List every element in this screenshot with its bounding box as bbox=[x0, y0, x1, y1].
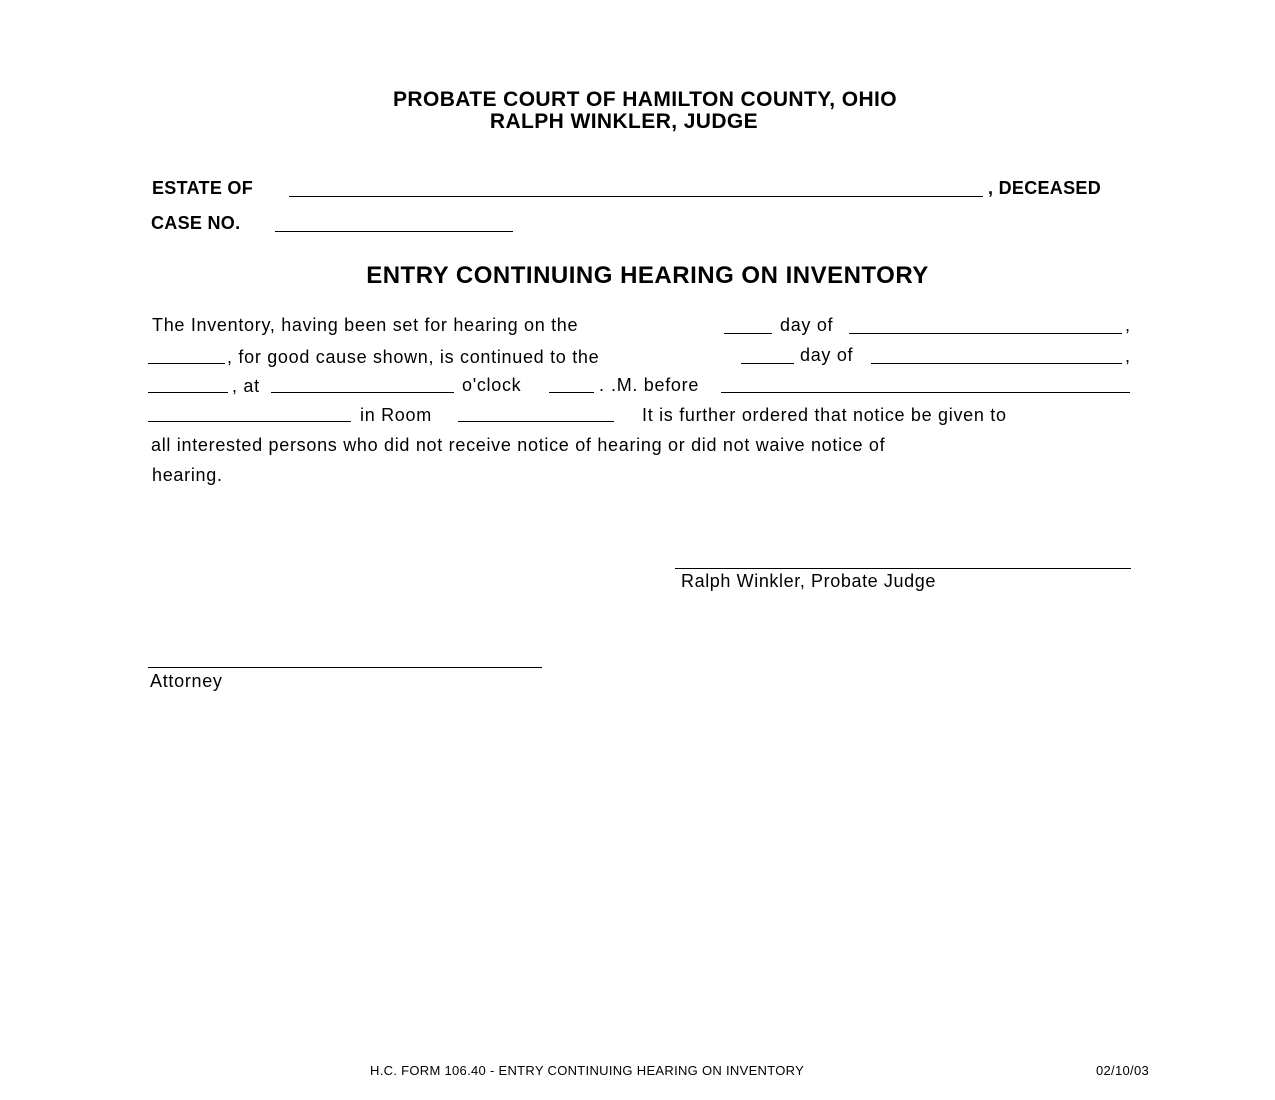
deceased-label: , DECEASED bbox=[988, 178, 1102, 198]
am-pm-field[interactable] bbox=[549, 392, 594, 393]
continued-month-field[interactable] bbox=[871, 363, 1122, 364]
page-title: ENTRY CONTINUING HEARING ON INVENTORY bbox=[366, 262, 929, 289]
body-line2-dayof: day of bbox=[800, 345, 854, 365]
court-name: PROBATE COURT OF HAMILTON COUNTY, OHIO bbox=[392, 88, 898, 111]
estate-name-field[interactable] bbox=[289, 196, 983, 197]
body-line2-text: , for good cause shown, is continued to the bbox=[227, 347, 600, 367]
before-whom-field[interactable] bbox=[721, 392, 1130, 393]
attorney-signature-line[interactable] bbox=[148, 667, 542, 668]
body-line1-dayof: day of bbox=[780, 315, 834, 335]
hearing-time-field[interactable] bbox=[271, 392, 454, 393]
body-line1-comma: , bbox=[1125, 315, 1131, 335]
before-whom-cont-field[interactable] bbox=[148, 421, 351, 422]
body-line3-before: .M. before bbox=[611, 375, 700, 395]
body-line5: all interested persons who did not receive notice of hearing or did not waive notice of bbox=[151, 435, 886, 455]
hearing-month-field[interactable] bbox=[849, 333, 1122, 334]
continued-year-field[interactable] bbox=[148, 392, 228, 393]
body-line1-text: The Inventory, having been set for hearing on the bbox=[152, 315, 579, 335]
judge-name-header: RALPH WINKLER, JUDGE bbox=[489, 110, 759, 133]
hearing-year-field[interactable] bbox=[148, 363, 225, 364]
attorney-signature-label: Attorney bbox=[150, 671, 223, 691]
case-no-field[interactable] bbox=[275, 231, 513, 232]
case-no-label: CASE NO. bbox=[151, 213, 241, 233]
judge-signature-label: Ralph Winkler, Probate Judge bbox=[681, 571, 936, 591]
form-number-footer: H.C. FORM 106.40 - ENTRY CONTINUING HEARING ON INVENTORY bbox=[370, 1063, 805, 1078]
body-line3-dot: . bbox=[599, 375, 605, 395]
estate-of-label: ESTATE OF bbox=[152, 178, 254, 198]
body-line3-oclock: o'clock bbox=[462, 375, 522, 395]
body-line3-at: , at bbox=[232, 376, 260, 396]
body-line4-room: in Room bbox=[360, 405, 432, 425]
body-line2-comma: , bbox=[1125, 346, 1131, 366]
judge-signature-line[interactable] bbox=[675, 568, 1131, 569]
form-date-footer: 02/10/03 bbox=[1096, 1063, 1150, 1078]
continued-day-field[interactable] bbox=[741, 363, 794, 364]
room-number-field[interactable] bbox=[458, 421, 614, 422]
body-line4-notice: It is further ordered that notice be given to bbox=[642, 405, 1007, 425]
hearing-day-field[interactable] bbox=[724, 333, 772, 334]
body-line6: hearing. bbox=[152, 465, 223, 485]
